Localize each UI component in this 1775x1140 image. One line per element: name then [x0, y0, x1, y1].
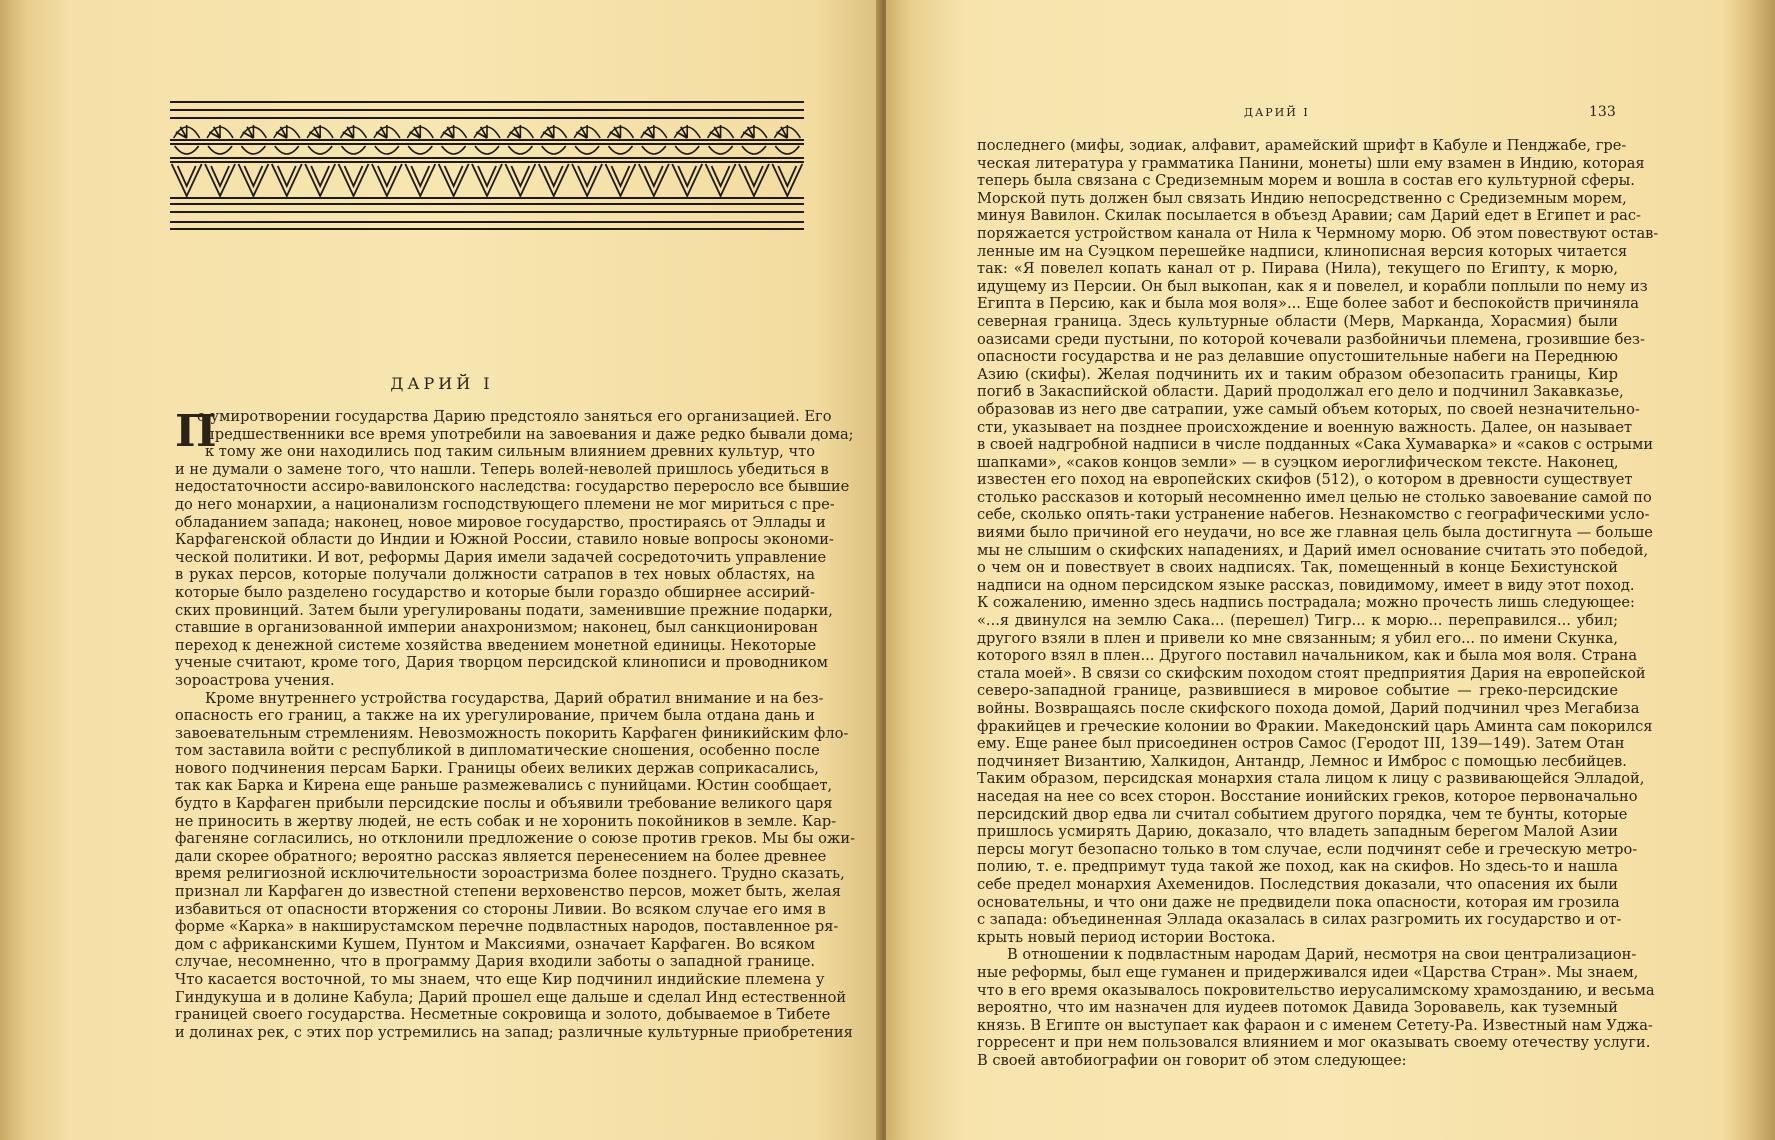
text-line: опасности государства и не раз делавшие опустошительные набеги на Переднюю [977, 348, 1618, 366]
text-line: нового подчинения персам Барки. Границы обеих великих держав соприкасались, [175, 759, 819, 777]
text-line: которого взял в плен... Другого поставил начальником, как и была моя воля. Страна [977, 647, 1638, 665]
text-line: признал ли Карфаген до известной степени верховенство персов, может быть, желая [175, 883, 841, 901]
text-line: до него монархии, а национализм господствующего племени не мог мириться с пре- [175, 495, 835, 513]
text-line: В своей автобиографии он говорит об этом следующее: [977, 1051, 1407, 1069]
text-line: образовав из него две сатрапии, уже самый объем которых, по своей незначительно- [977, 400, 1640, 418]
text-line: ленные им на Суэцком перешейке надписи, клинописная версия которых читается [977, 242, 1628, 260]
text-line: Египта в Персию, как и была моя воля»... Еще более забот и беспокойств причиняла [977, 295, 1639, 313]
text-line: так: «Я повелел копать канал от р. Пирава (Нила), текущего по Египту, к морю, [977, 260, 1618, 278]
text-line: о умиротворении государства Дарию предстояло заняться его организацией. Его [197, 408, 832, 425]
left-page [0, 0, 884, 1140]
text-line: вероятно, что им назначен для иудеев потомок Давида Зоровавель, как туземный [977, 999, 1618, 1017]
text-line: теперь была связана с Средиземным морем и вошла в состав его культурной сферы. [977, 172, 1635, 190]
text-line: пришлось усмирять Дарию, доказало, что владеть западным берегом Малой Азии [977, 823, 1618, 841]
text-line: себе, сколько опять-таки устранение набегов. Незнакомство с географическими усло- [977, 506, 1650, 524]
text-line: время религиозной исключительности зороастризма более позднего. Трудно сказать, [175, 865, 845, 883]
text-line: идущему из Персии. Он был выкопан, как я и повелел, и корабли поплыли по нему из [977, 277, 1648, 295]
text-line: себе предел монархия Ахеменидов. Последствия доказали, что опасения их были [977, 875, 1618, 893]
text-line: персы могут безопасно только в том случае, если подчинят себе и греческую метро- [977, 840, 1638, 858]
text-line: князь. В Египте он выступает как фараон и с именем Сетету-Ра. Известный нам Уджа- [977, 1016, 1653, 1034]
text-line: и долинах рек, с этих пор устремились на запад; различные культурные приобретения [175, 1023, 853, 1041]
text-line: форме «Карка» в накширустамском перечне подвластных народов, поставленное ря- [175, 918, 839, 936]
text-line: погиб в Закаспийской области. Дарий продолжал его дело и подчинил Закавказье, [977, 383, 1624, 401]
text-line: которые было разделено государство и которые были гораздо обширнее ассирий- [175, 583, 815, 601]
text-line: стала моей». В связи со скифским походом стоят предприятия Дария на европейской [977, 664, 1646, 682]
text-line: зороастрова учения. [175, 671, 335, 689]
text-line: том заставила войти с республикой в дипломатические сношения, особенно после [175, 742, 820, 760]
text-line: сти, указывает на позднее происхождение и военную важность. Далее, он называет [977, 418, 1633, 436]
text-line: ческая литература у грамматика Панини, монеты) шли ему взамен в Индию, которая [977, 154, 1645, 172]
text-line: недостаточности ассиро-вавилонского наследства: государство переросло все бывшие [175, 478, 850, 496]
text-line: Морской путь должен был связать Индию непосредственно с Средиземным морем, [977, 189, 1627, 207]
right-page [886, 0, 1775, 1140]
text-line: опасность его границ, а также на их урегулирование, причем была отдана дань и [175, 707, 815, 725]
text-line: в своей надгробной надписи в числе подданных «Сака Хумаварка» и «саков с острыми [977, 436, 1654, 454]
text-line: дали скорее обратного; вероятно рассказ является перенесением на более древнее [175, 847, 827, 865]
text-line: обладанием запада; наконец, новое мировое государство, простираясь от Эллады и [175, 513, 826, 531]
right-body-text [977, 137, 1659, 1069]
text-line: избавиться от опасности вторжения со стороны Ливии. Во всяком случае его имя в [175, 900, 826, 918]
text-line: минуя Вавилон. Скилак посылается в объезд Аравии; сам Дарий едет в Египет и рас- [977, 207, 1641, 225]
text-line: Что касается восточной, то мы знаем, что еще Кир подчинил индийские племена у [175, 971, 825, 988]
text-line: будто в Карфаген прибыли персидские послы и объявили требование великого царя [175, 795, 833, 813]
drop-cap: П [175, 406, 217, 457]
text-line: ских провинций. Затем были урегулированы подати, заменившие прежние подарки, [175, 601, 833, 619]
text-line: шапками», «саков концов земли» — в суэцком иероглифическом тексте. Наконец, [977, 453, 1619, 471]
text-line: полию, т. е. предпримут туда такой же поход, как на скифов. Но здесь-то и нашла [977, 858, 1618, 876]
text-line: к тому же они находились под таким сильным влиянием древних культур, что [205, 443, 815, 461]
text-line: крыть новый период истории Востока. [977, 928, 1276, 946]
text-line: фагеняне согласились, но отклонили предложение о союзе против греков. Мы бы ожи- [175, 830, 855, 848]
text-line: Таким образом, персидская монархия стала лицом к лицу с развивающейся Элладой, [977, 770, 1645, 788]
text-line: К сожалению, именно здесь надпись пострадала; можно прочесть лишь следующее: [977, 594, 1635, 612]
text-line: В отношении к подвластным народам Дарий, несмотря на свои централизацион- [1007, 946, 1637, 964]
text-line: переход к денежной системе хозяйства введением монетной единицы. Некоторые [175, 636, 817, 654]
text-line: о чем он и повествует в своих надписях. Так, помещенный в конце Бехистунской [977, 559, 1618, 577]
text-line: Карфагенской области до Индии и Южной России, ставило новые вопросы экономи- [175, 531, 834, 549]
text-line: подчиняет Византию, Халкидон, Антандр, Лемнос и Имброс с помощью лесбийцев. [977, 752, 1627, 770]
text-line: в руках персов, которые получали должности сатрапов в тех новых областях, на [175, 566, 815, 584]
text-line: что в его время оказывалось покровительство иерусалимскому храмозданию, и весьма [977, 981, 1655, 999]
text-line: надписи на одном персидском языке рассказ, повидимому, имеет в виду этот поход. [977, 576, 1635, 594]
text-line: ческой политики. И вот, реформы Дария имели задачей сосредоточить управление [175, 548, 827, 566]
text-line: Гиндукуша и в долине Кабула; Дарий прошел еще дальше и сделал Инд естественной [175, 988, 847, 1006]
decorative-ornament-band [170, 100, 804, 232]
text-line: «...я двинулся на землю Сака... (перешел) Тигр... к морю... переправился... убил; [977, 612, 1618, 630]
text-line: так как Барка и Кирена еще раньше размежевались с пунийцами. Юстин сообщает, [175, 777, 833, 795]
text-line: завоевательным стремлениям. Невозможность покорить Карфаген финикийским фло- [175, 724, 849, 742]
text-line: последнего (мифы, зодиак, алфавит, арамейский шрифт в Кабуле и Пенджабе, гре- [977, 137, 1627, 154]
chapter-title: ДАРИЙ I [390, 374, 494, 393]
text-line: границей своего государства. Несметные сокровища и золото, добываемое в Тибете [175, 1006, 831, 1024]
running-head: ДАРИЙ I [1244, 106, 1310, 119]
text-line: северная граница. Здесь культурные области (Мерв, Марканда, Хорасмия) были [977, 312, 1618, 330]
left-body-text [175, 408, 855, 1041]
text-line: не приносить в жертву людей, не есть собак и не хоронить покойников в земле. Кар- [175, 812, 837, 830]
text-line: виями было причиной его неудачи, но все же главная цель была достигнута — больше [977, 524, 1653, 542]
page-number: 133 [1589, 104, 1616, 120]
text-line: ему. Еще ранее был присоединен остров Самос (Геродот III, 139—149). Затем Отан [977, 735, 1625, 753]
text-line: войны. Возвращаясь после скифского похода домой, Дарий подчинил чрез Мегабиза [977, 700, 1640, 717]
text-line: наседая на нее со всех сторон. Восстание ионийских греков, которое первоначально [977, 787, 1638, 805]
text-line: случае, несомненно, что в программу Дария входили заботы о западной границе. [175, 953, 815, 971]
text-line: ученые считают, кроме того, Дария творцом персидской клинописи и проводником [175, 654, 828, 672]
text-line: известен его поход на европейских скифов (512), о котором в древности существует [977, 471, 1633, 489]
text-line: горресент и при нем пользовался влиянием и мог оказывать своему отечеству услуги. [977, 1034, 1651, 1052]
text-line: ставшие в организованной империи анахронизмом; наконец, был санкционирован [175, 619, 819, 637]
text-line: другого взяли в плен и привели ко мне связанным; я убил его... по имени Скунка, [977, 629, 1618, 647]
text-line: фракийцев и греческие колонии во Фракии. Македонский царь Аминта сам покорился [977, 717, 1653, 735]
text-line: ные реформы, был еще гуманен и придерживался идеи «Царства Стран». Мы знаем, [977, 963, 1639, 981]
text-line: основательны, и что они даже не предвидели пока опасности, которая им грозила [977, 893, 1620, 911]
text-line: северо-западной границе, развившиеся в мировое событие — греко-персидские [977, 682, 1618, 700]
text-line: столько рассказов и который несомненно имел целью не столько завоевание самой по [977, 488, 1652, 506]
text-line: с запада: объединенная Эллада оказалась в силах разгромить их государство и от- [977, 911, 1622, 929]
text-line: Азию (скифы). Желая подчинить их и таким образом обезопасить границы, Кир [977, 365, 1618, 383]
text-line: поряжается устройством канала от Нила к Чермному морю. Об этом повествуют остав- [977, 224, 1659, 242]
text-line: Кроме внутреннего устройства государства, Дарий обратил внимание и на без- [205, 689, 824, 707]
text-line: дом с африканскими Кушем, Пунтом и Максиями, означает Карфаген. Во всяком [175, 935, 815, 953]
text-line: мы не слышим о скифских нападениях, и Дарий имел основание считать это победой, [977, 541, 1649, 559]
text-line: оазисами среди пустыни, по которой кочевали разбойничьи племена, грозившие без- [977, 330, 1645, 348]
text-line: предшественники все время употребили на завоевания и даже редко бывали дома; [205, 425, 854, 443]
text-line: персидский двор едва ли считал событием другого порядка, чем те бунты, которые [977, 805, 1628, 823]
text-line: и не думали о замене того, что нашли. Теперь волей-неволей пришлось убедиться в [175, 460, 829, 478]
